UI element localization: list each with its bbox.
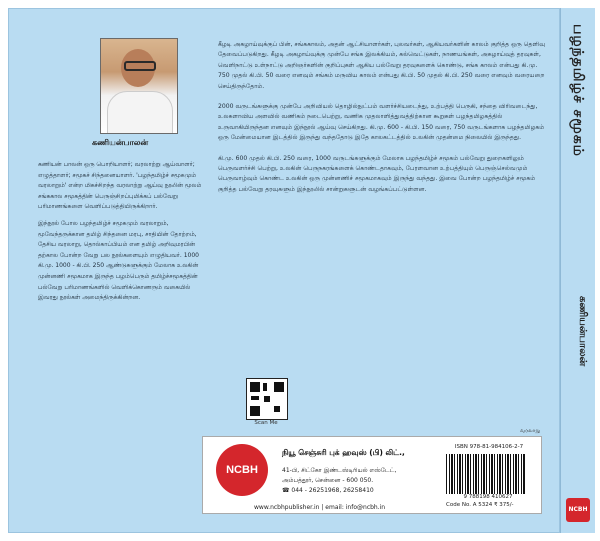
barcode <box>446 454 526 494</box>
author-bio-paragraph-2: இந்நூல் போல பழந்தமிழ்ச் சமூகமும் வரலாறும், மூவேந்தருக்கான தமிழ் சிந்தனை மரபு, சாதியின் தோற்றம், தேசிய வரலாறு, தொல்காப்பியம் என தமிழ் அறிவுமரபின் தற்கால போன்ற வேறு பல நூல்களையும் எழுதியவர். 1000 கி.மு. 1000 - கி.பி. 250 ஆண்டுகளுக்கும் மேலாக உலகின் முன்னணி சமூகமாக இருந்த பழம்பெரும் தமிழ்ச்சமூகத்தின் பல்வேறு பரிமாணங்களில் வெளிக்கொணரும் வகையில் இவரது நூல்கள் அமைந்திருக்கின்றன. <box>38 219 200 302</box>
spine-title: பழந்தமிழ்ச் சமூகம் <box>570 24 586 157</box>
publisher-logo: NCBH <box>216 444 268 496</box>
publisher-address-line-1: 41-பி, சிட்கோ இண்டஸ்டிரியல் எஸ்டேட், <box>282 467 397 474</box>
blurb-paragraph-2: 2000 வருடங்களுக்கு முன்பே அறிவியல் தொழில்நுட்பம் வளர்ச்சியடைந்து, உற்பத்தி பெருகி, சந்தை விரிவடைந்து, உலகளாவிய அளவில் வணிகம் நடைபெற்று, வணிக முதலாளித்துவத்திற்கான கூறுகள் பழந்தமிழகத்தில் உருவாகியிருந்தன எனவும் இந்நூல் ஆய்வு செய்கிறது. கி.மு. 600 - கி.பி. 150 வரை, 750 வருடங்களாக பழந்தமிழகம் ஒரு மேன்மையான இடத்தில் இருந்து வந்ததோடு இதே காலகட்டத்தில் உலகின் முதன்மை நிலையில் இருந்தது. <box>218 103 545 142</box>
qr-code[interactable] <box>246 378 288 420</box>
blurb-paragraph-1: கீழடி அகழாய்வுக்குப் பின், சங்ககாலம், அதன் ஆட்சியாளர்கள், புலவர்கள், ஆகியவர்களின் காலம் குறித்த ஒரு தெளிவு தேவைப்படுகிறது. கீழடி அகழாய்வுக்கு முன்பே சங்க இலக்கியம், கல்வெட்டுகள், நாணயங்கள், அகழாய்வுத் தரவுகள், வெளிநாட்டு உள்நாட்டு அறிஞர்களின் குறிப்புகள் ஆகிய பல்வேறு தரவுகளைக் கொண்டு, சங்க காலம் என்பது கி.மு. 750 முதல் கி.பி. 50 வரை எனவும் சங்கம் மருவிய காலம் என்பது கி.பி. 50 முதல் கி.பி. 250 வரை எனவும் வரையறை செய்திருந்தோம். <box>218 41 546 90</box>
publisher-address <box>282 466 442 496</box>
spine-author: கணியன்பாலன் <box>577 296 588 367</box>
author-bio-paragraph-1: கணியன் பாலன் ஒரு பொறியாளர்; வரலாற்று ஆய்வாளர்; எழுத்தாளர்; சமூகச் சிந்தனையாளர். 'பழந்தமிழ்ச் சமூகமும் வரலாறும்' என்ற மிகச்சிறந்த வரலாற்று ஆய்வு நூலின் மூலம் சங்ககால சமூகத்தின் பெருஞ்சிறப்புமிக்கப் பல்வேறு பரிமாணங்களை வெளிப்படுத்தியிருக்கிறார். <box>38 161 202 211</box>
author-bio-column <box>38 160 208 310</box>
author-photo <box>100 38 178 134</box>
author-photo-shirt <box>107 91 173 134</box>
isbn-text: ISBN 978-81-984106-2-7 <box>454 444 524 450</box>
blurb-paragraph-3: கி.மு. 600 முதல் கி.பி. 250 வரை, 1000 வருடங்களுக்கும் மேலாக பழந்தமிழ்ச் சமூகம் பல்வேறு துறைகளிலும் பெருவளர்ச்சி பெற்று, உலகின் பெருநகரங்களைக் கொண்டதாகவும், பேரளவான உற்பத்தியும் பெருஞ்செல்வமும் பெருவாழ்வும் கொண்ட உலகின் ஒரு முன்னணிச் சமூகமாகவும் இருந்து வந்தது. இவை போன்ற பழந்தமிழ்ச் சமூகம் குறித்த பல்வேறு தரவுகளும் இந்நூலில் சான்றுகளுடன் வழங்கப்பட்டுள்ளன. <box>218 154 536 193</box>
author-name-caption: கணியன்பாலன் <box>92 138 149 147</box>
book-blurb-column <box>218 40 550 205</box>
code-and-price: Code No. A 5324 ₹ 375/- <box>446 502 514 508</box>
publisher-address-line-2: அம்பத்தூர், சென்னை - 600 050. <box>282 477 374 484</box>
publisher-website[interactable]: www.ncbhpublisher.in | email: info@ncbh.in <box>254 504 386 511</box>
spine-publisher-logo: NCBH <box>566 498 590 522</box>
author-photo-glasses <box>124 61 156 71</box>
genre-label: வரலாறு <box>520 428 541 434</box>
publisher-name: நியூ செஞ்சுரி புக் ஹவுஸ் (பி) லிட்., <box>282 448 405 457</box>
scan-me-label: Scan Me <box>254 420 278 426</box>
publisher-phone: ☎ 044 - 26251968, 26258410 <box>282 487 374 494</box>
barcode-number: 9 788198 410627 <box>463 494 513 500</box>
